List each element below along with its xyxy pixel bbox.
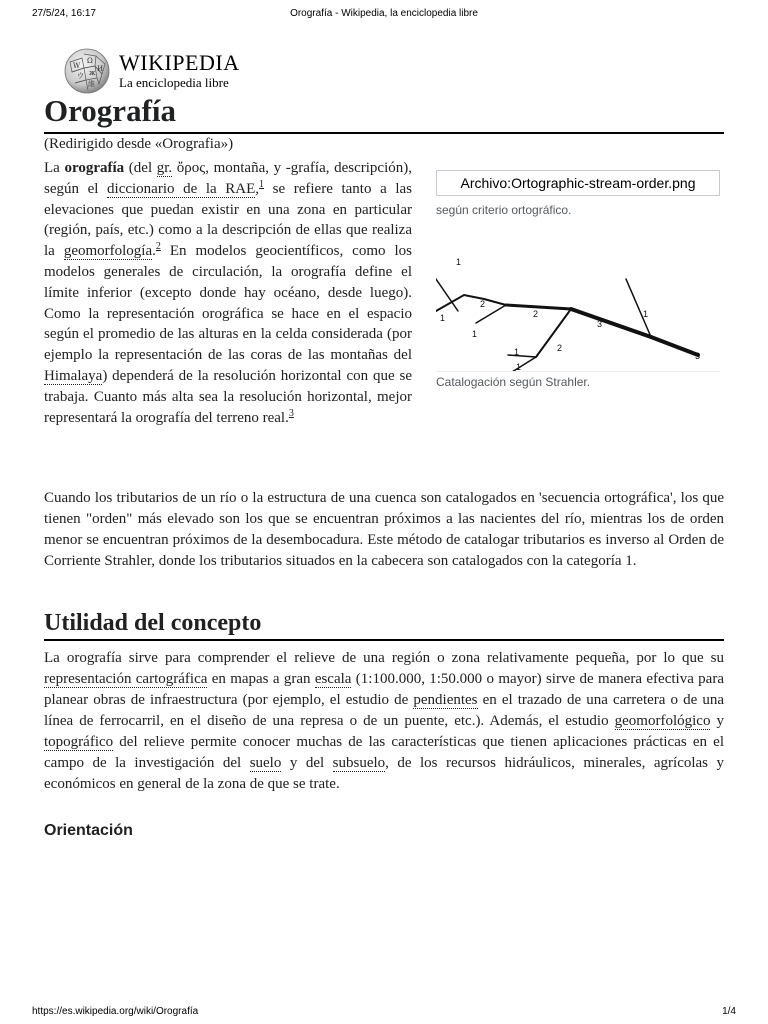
link-representacion-cartografica[interactable]: representación cartográfica xyxy=(44,671,208,687)
diagram-label: 3 xyxy=(695,351,701,361)
figure-caption-top: según criterio ortográfico. xyxy=(436,203,572,217)
link-escala[interactable]: escala xyxy=(314,671,352,687)
print-header xyxy=(0,0,768,24)
link-topografico[interactable]: topográfico xyxy=(44,734,114,750)
svg-text:維: 維 xyxy=(88,80,95,88)
paragraph-utilidad: La orografía sirve para comprender el relieve de una región o zona relativamente pequeña, por lo que su representación cartográfica en mapas a gran escala (1:100.000, 1:50.000 o mayor) sirve de manera efectiva para planear obras de infraestructura (por ejemplo, el estudio de pendientes en el trazado de una carretera o de una línea de ferrocarril, en el diseño de una represa o de un puente, etc.). Además, el estudio geomorfológico y topográfico del relieve permite conocer muchas de las características que tienen aplicaciones prácticas en el campo de la investigación del suelo y del subsuelo, de los recursos hidráulicos, minerales, agrícolas y económicos en general de la zona de que se trate. xyxy=(44,650,725,792)
diagram-label: 1 xyxy=(440,313,446,323)
diagram-label: 2 xyxy=(557,343,563,353)
subsection-heading-orientacion: Orientación xyxy=(44,822,133,839)
diagram-label: 1 xyxy=(516,362,522,371)
link-geomorfologia[interactable]: geomorfología xyxy=(63,243,153,260)
reference-2[interactable]: 2 xyxy=(155,241,161,253)
diagram-label: 3 xyxy=(597,319,603,329)
print-date: 27/5/24, 16:17 xyxy=(32,8,96,19)
link-himalaya[interactable]: Himalaya xyxy=(44,367,103,384)
svg-text:И: И xyxy=(97,65,104,73)
diagram-label: 2 xyxy=(480,299,486,309)
diagram-label: 1 xyxy=(514,347,520,357)
redirect-notice: (Redirigido desde «Orografia») xyxy=(44,136,234,152)
link-pendientes[interactable]: pendientes xyxy=(413,692,478,708)
wikipedia-tagline: La enciclopedia libre xyxy=(119,75,229,90)
wikipedia-wordmark: WIKIPEDIA xyxy=(119,50,240,75)
link-suelo[interactable]: suelo xyxy=(249,755,282,771)
svg-text:ウ: ウ xyxy=(77,72,84,80)
diagram-label: 1 xyxy=(643,309,649,319)
svg-text:Ω: Ω xyxy=(87,57,93,65)
stream-order-diagram xyxy=(436,231,720,371)
reference-1[interactable]: 1 xyxy=(259,178,265,190)
paragraph-secuencia-ortografica: Cuando los tributarios de un río o la estructura de una cuenca son catalogados en 'secuencia ortográfica', los que tienen "orden" más elevado son los que se encuentran próximos a las nacientes del río, mientras los de orden menor se encuentran próximos de la desembocadura. Este método de catalogar tributarios es inverso al Orden de Corriente Strahler, donde los tributarios situados en la cabecera son catalogados con la categoría 1. xyxy=(44,490,724,569)
page-number: 1/4 xyxy=(722,1006,736,1017)
print-footer xyxy=(0,996,768,1024)
wikipedia-globe-icon xyxy=(62,46,112,96)
figure-stream-order xyxy=(436,170,720,389)
figure-caption-bottom: Catalogación según Strahler. xyxy=(436,371,720,389)
intro-paragraph: La orografía (del gr. ὄρος, montaña, y -grafía, descripción), según el diccionario de la RAE,$^1$ se refiere tanto a las elevaciones que puedan existir en una zona en particular (región, país, etc.) como a la descripción de ellas que realiza la geomorfología.$^2$ En modelos geocientíficos, como los modelos generales de circulación, la orografía define el límite inferior (excepto donde hay océano, desde luego). Como la representación orográfica se hace en el espacio según el promedio de las alturas en la celda considerada (por ejemplo la representación de las coras de las montañas del Himalaya) dependerá de la resolución horizontal con que se trabaja. Cuanto más alta sea la resolución horizontal, mejor representará la orografía del terreno real.$^3$ xyxy=(44,160,412,426)
link-geomorfologico[interactable]: geomorfológico xyxy=(614,713,711,729)
link-gr[interactable]: gr. xyxy=(156,160,173,176)
page-url: https://es.wikipedia.org/wiki/Orografía xyxy=(32,1006,199,1017)
diagram-label: 2 xyxy=(533,309,539,319)
reference-3[interactable]: 3 xyxy=(288,407,294,419)
figure-filename[interactable]: Archivo:Ortographic-stream-order.png xyxy=(436,170,720,196)
diagram-label: 1 xyxy=(456,257,462,267)
link-subsuelo[interactable]: subsuelo xyxy=(332,755,386,771)
svg-text:W: W xyxy=(73,62,81,70)
print-page-title: Orografía - Wikipedia, la enciclopedia libre xyxy=(290,8,478,19)
bold-term: orografía xyxy=(64,160,125,176)
section-heading-utilidad: Utilidad del concepto xyxy=(44,607,724,641)
svg-text:ж: ж xyxy=(89,69,96,77)
link-diccionario-rae[interactable]: diccionario de la RAE xyxy=(107,180,256,197)
wikipedia-logo[interactable] xyxy=(62,46,302,94)
page-title: Orografía xyxy=(44,90,724,134)
diagram-label: 1 xyxy=(472,329,478,339)
